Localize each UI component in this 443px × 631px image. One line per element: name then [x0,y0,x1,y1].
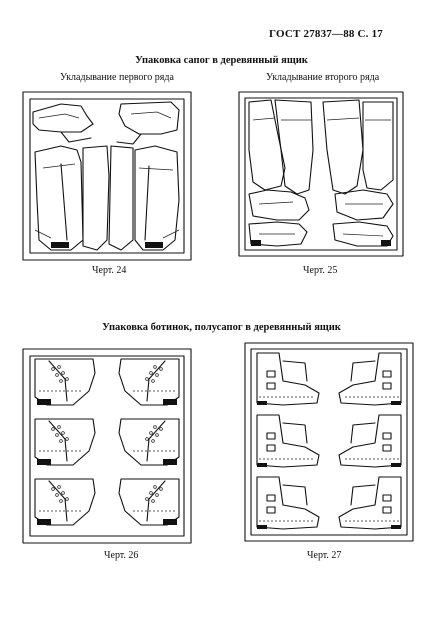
boots-second-row-drawing [237,90,405,258]
half-boots-buckled-drawing [243,341,415,543]
subtitle-first-row: Укладывание первого ряда [60,72,174,83]
subtitle-second-row: Укладывание второго ряда [266,72,380,83]
section-title-low-boots: Упаковка ботинок, полусапог в деревянный ящик [102,322,341,333]
caption-fig-27: Черт. 27 [307,550,342,561]
caption-fig-26: Черт. 26 [104,550,139,561]
low-boots-laced-drawing [21,347,193,545]
caption-fig-24: Черт. 24 [92,265,127,276]
page-header: ГОСТ 27837—88 С. 17 [269,28,383,40]
section-title-boots: Упаковка сапог в деревянный ящик [135,55,308,66]
boots-first-row-drawing [21,90,193,262]
caption-fig-25: Черт. 25 [303,265,338,276]
